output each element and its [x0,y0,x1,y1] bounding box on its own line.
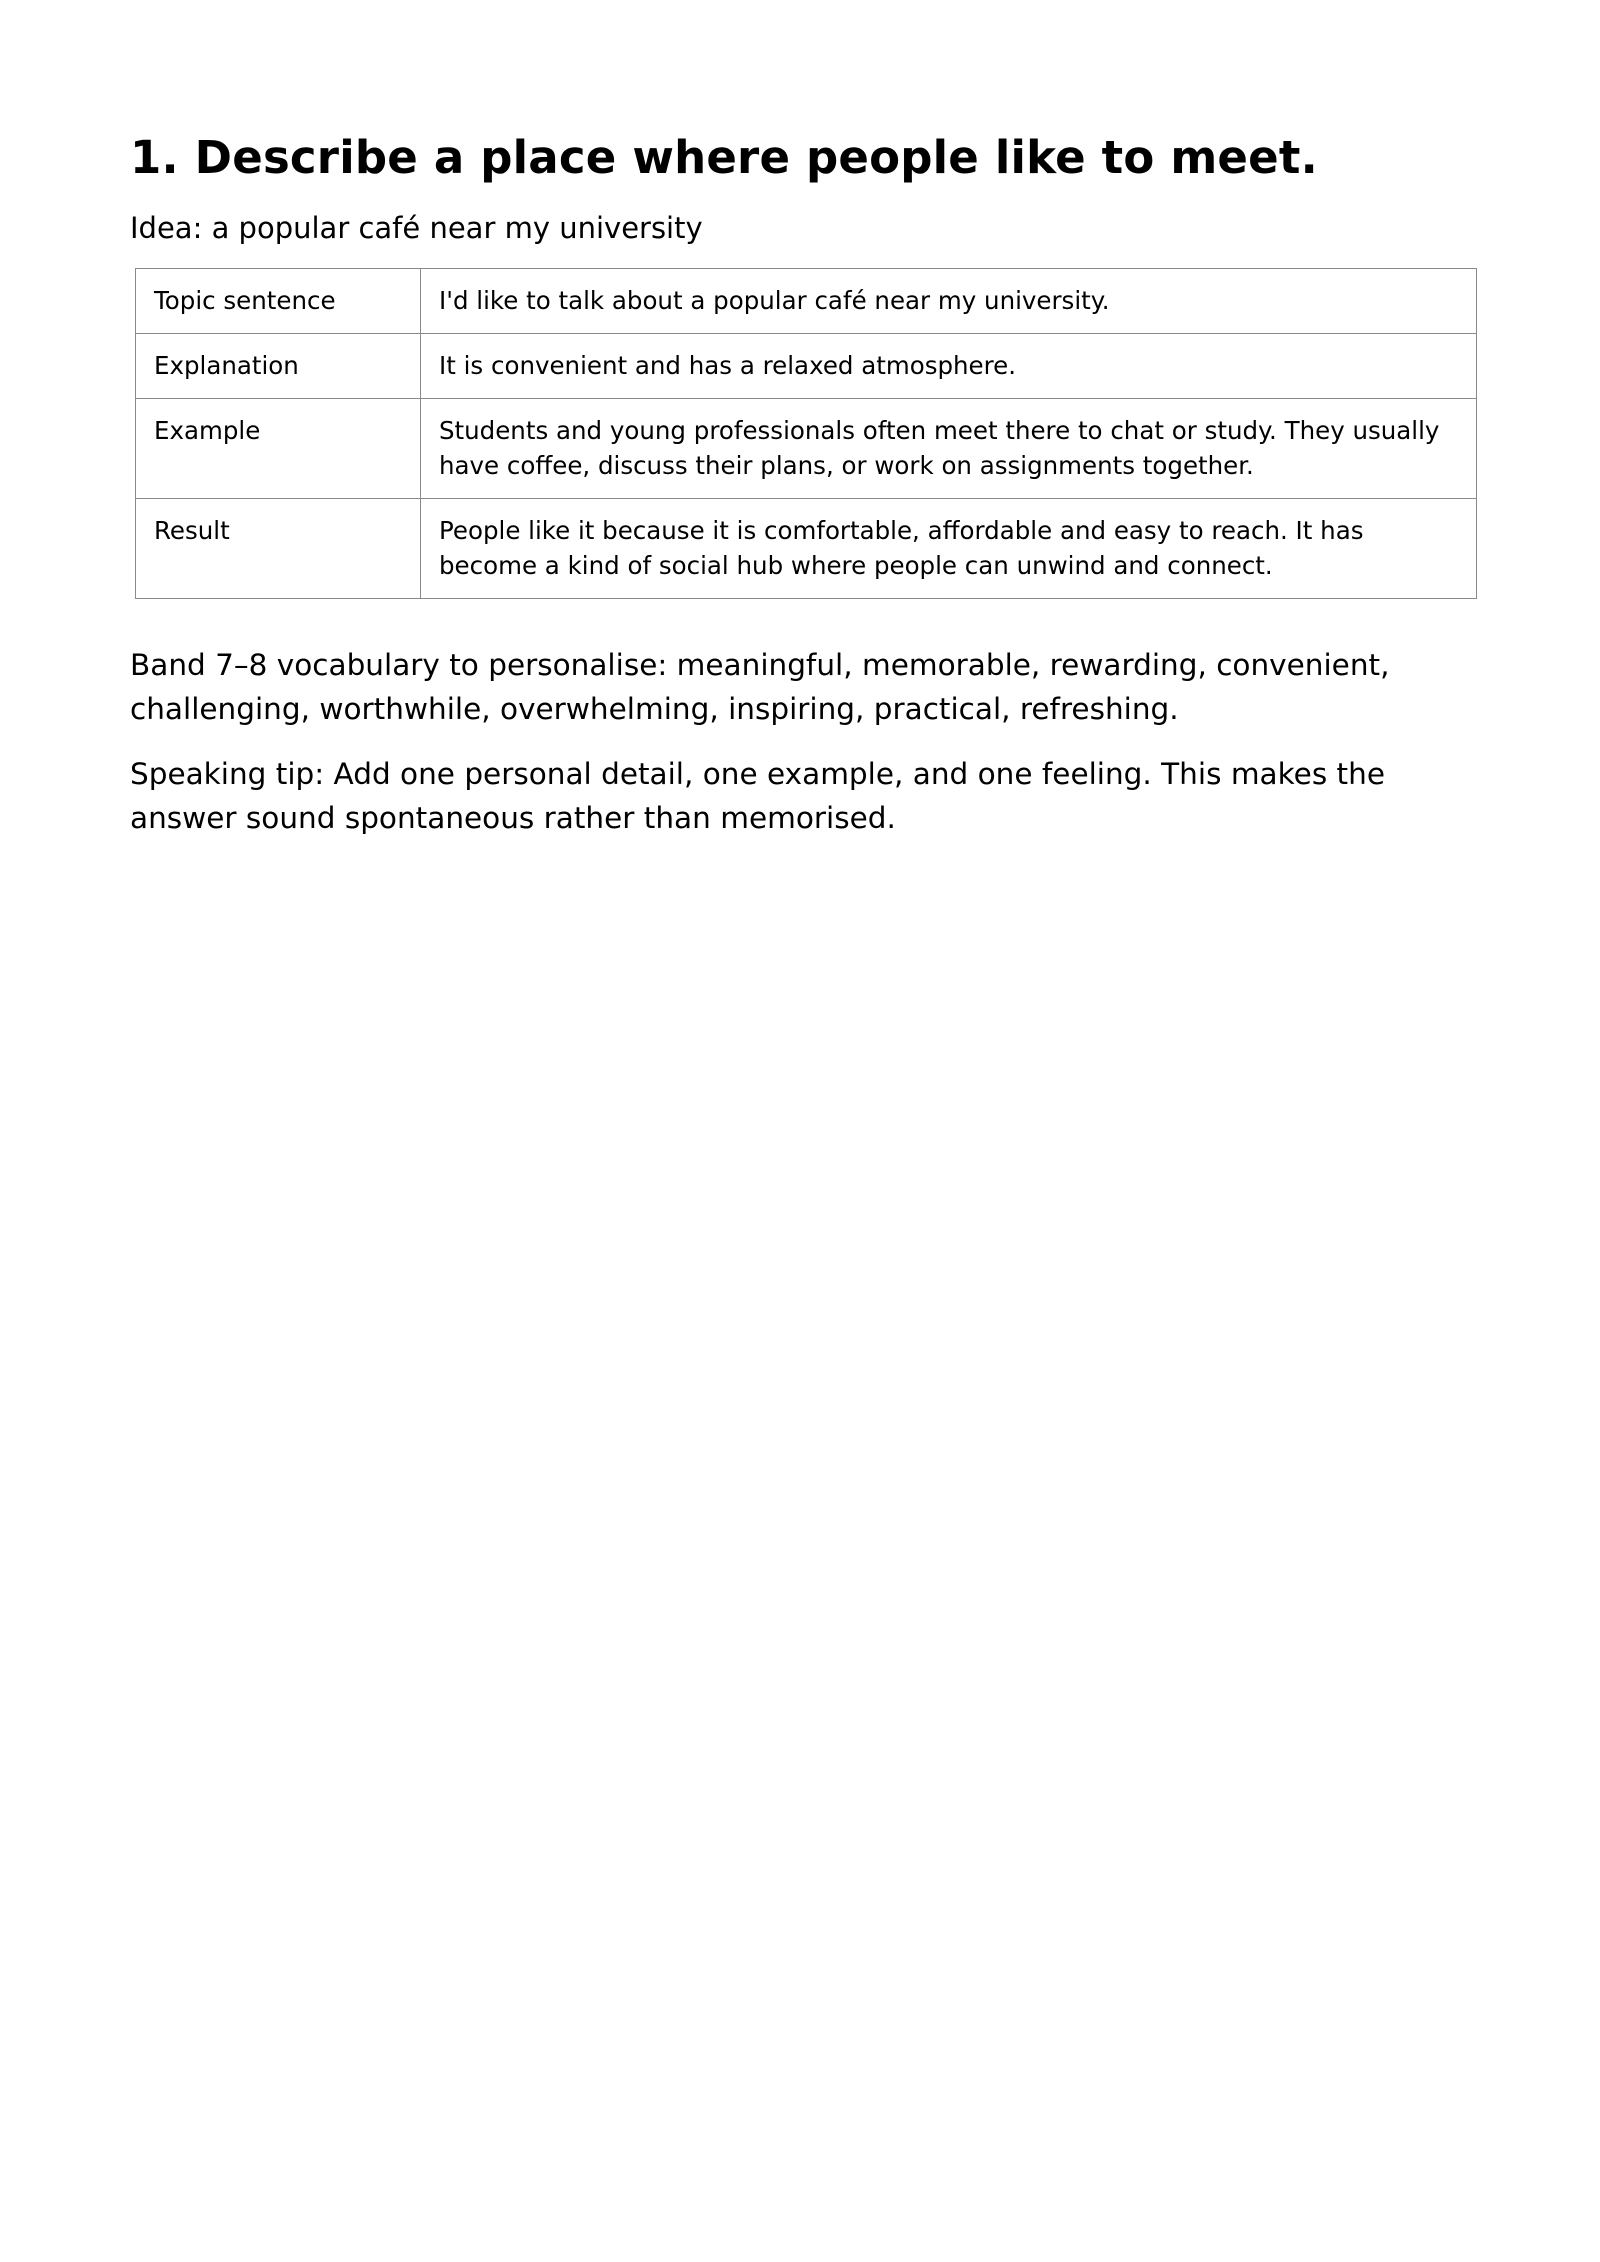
vocabulary-paragraph: Band 7–8 vocabulary to personalise: meaningful, memorable, rewarding, convenient, challenging, worthwhile, overwhelming, inspiring, practical, refreshing. [130,648,1390,726]
row-text: Students and young professionals often meet there to chat or study. They usually have coffee, discuss their plans, or work on assignments together. [421,399,1477,499]
table-row [136,334,1477,399]
document-page [130,128,1480,840]
table-row [136,499,1477,599]
idea-line: Idea: a popular café near my university [130,211,703,245]
table-row [136,269,1477,334]
row-text: People like it because it is comfortable, affordable and easy to reach. It has become a kind of social hub where people can unwind and connect. [421,499,1477,599]
answer-plan-table [135,268,1477,599]
row-text: It is convenient and has a relaxed atmosphere. [421,334,1477,399]
row-label: Topic sentence [136,269,421,334]
row-text: I'd like to talk about a popular café near my university. [421,269,1477,334]
row-label: Example [136,399,421,499]
question-title: 1. Describe a place where people like to meet. [130,131,1318,184]
row-label: Result [136,499,421,599]
speaking-tip-paragraph: Speaking tip: Add one personal detail, one example, and one feeling. This makes the answer sound spontaneous rather than memorised. [130,757,1385,835]
row-label: Explanation [136,334,421,399]
table-row [136,399,1477,499]
